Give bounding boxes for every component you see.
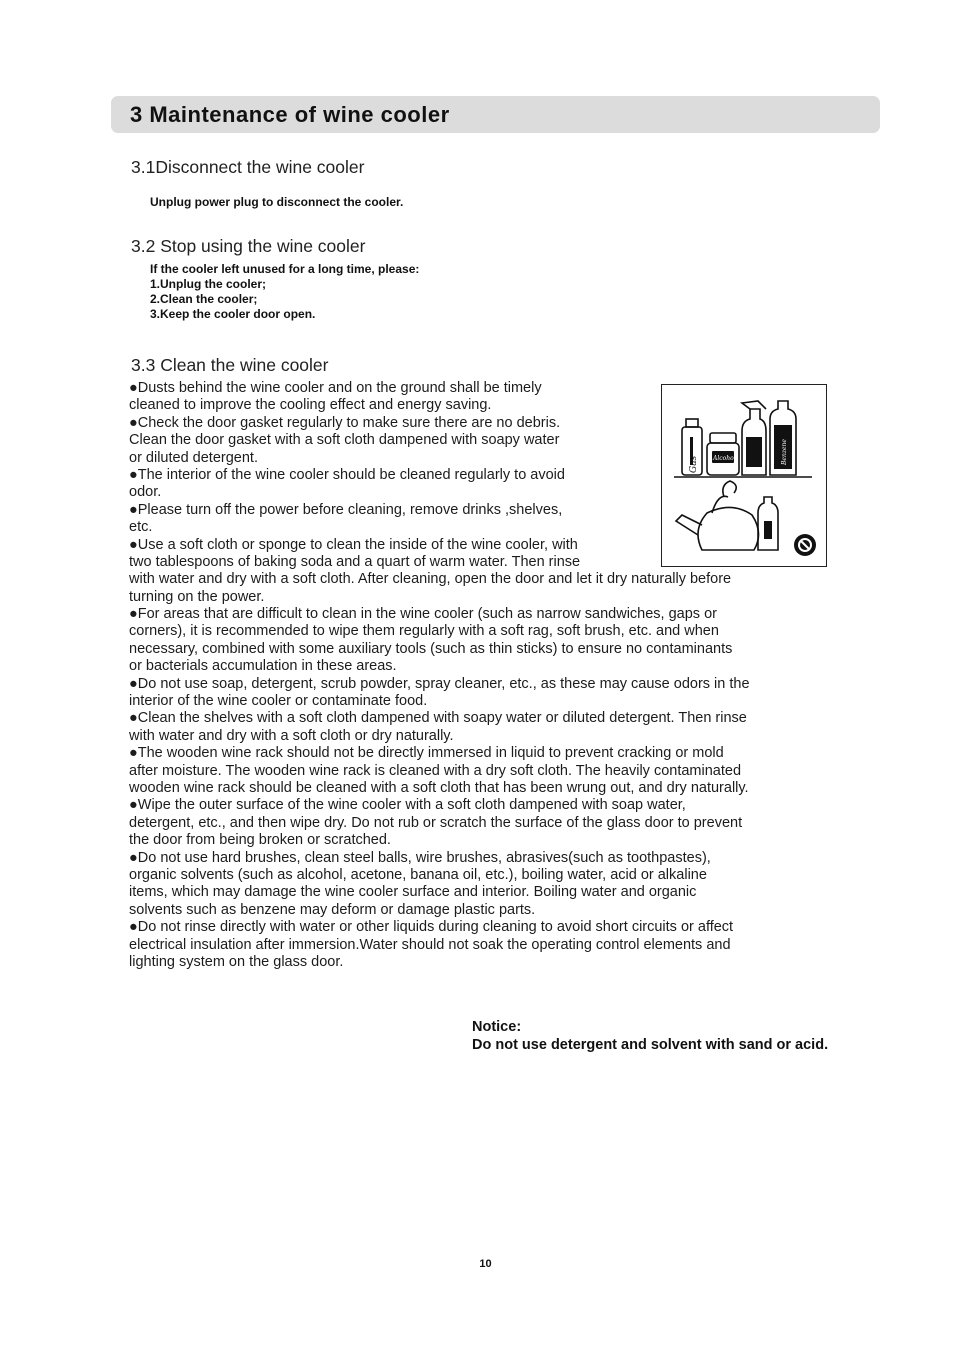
text-line: with water and dry with a soft cloth. After cleaning, open the door and let it dry naturally before [129, 571, 732, 588]
text-line: detergent, etc., and then wipe dry. Do not rub or scratch the surface of the glass door to prevent [129, 814, 743, 831]
text-line: after moisture. The wooden wine rack is cleaned with a dry soft cloth. The heavily contaminated [129, 762, 742, 779]
notice-box [472, 1018, 828, 1054]
stop-using-intro: If the cooler left unused for a long time, please: [150, 262, 420, 276]
section-header-band [111, 96, 880, 133]
stop-using-step-2: 2.Clean the cooler; [150, 292, 258, 306]
stop-using-step-1: 1.Unplug the cooler; [150, 277, 267, 291]
text-line: turning on the power. [129, 588, 265, 605]
section-heading-disconnect: 3.1Disconnect the wine cooler [131, 157, 365, 177]
section-heading-stop-using: 3.2 Stop using the wine cooler [131, 236, 366, 256]
text-line: etc. [129, 519, 153, 536]
alcohol-label: Alcohol [713, 455, 736, 462]
text-line: ●Check the door gasket regularly to make sure there are no debris. [129, 414, 561, 431]
notice-text: Do not use detergent and solvent with sand or acid. [472, 1037, 829, 1053]
text-line: ●Do not use soap, detergent, scrub powder, spray cleaner, etc., as these may cause odors in the [129, 675, 750, 692]
text-line: ●For areas that are difficult to clean in the wine cooler (such as narrow sandwiches, gaps or [129, 606, 717, 623]
cleaning-products-drawing [662, 385, 826, 566]
text-line: cleaned to improve the cooling effect and energy saving. [129, 397, 492, 414]
text-line: two tablespoons of baking soda and a quart of warm water. Then rinse [129, 553, 581, 570]
text-line: ●The wooden wine rack should not be directly immersed in liquid to prevent cracking or mold [129, 745, 724, 762]
text-line: corners), it is recommended to wipe them regularly with a soft rag, soft brush, etc. and when [129, 623, 719, 640]
text-line: Clean the door gasket with a soft cloth dampened with soapy water [129, 432, 560, 449]
text-line: ●Dusts behind the wine cooler and on the ground shall be timely [129, 380, 542, 396]
notice-label: Notice: [472, 1019, 522, 1035]
text-line: solvents such as benzene may deform or damage plastic parts. [129, 901, 536, 918]
text-line: organic solvents (such as alcohol, acetone, banana oil, etc.), boiling water, acid or alkaline [129, 866, 707, 883]
text-line: items, which may damage the wine cooler surface and interior. Boiling water and organic [129, 884, 697, 901]
stop-using-step-3: 3.Keep the cooler door open. [150, 307, 316, 321]
page-title: 3 Maintenance of wine cooler [130, 102, 450, 127]
text-line: odor. [129, 484, 162, 501]
text-line: interior of the wine cooler or contaminate food. [129, 693, 428, 710]
text-line: or bacterials accumulation in these areas. [129, 658, 397, 675]
text-line: ●Clean the shelves with a soft cloth dampened with soapy water or diluted detergent. Then rinse [129, 710, 747, 727]
text-line: or diluted detergent. [129, 449, 258, 466]
disconnect-instruction: Unplug power plug to disconnect the cooler. [150, 195, 404, 209]
gas-label: Gas [689, 455, 699, 473]
text-line: electrical insulation after immersion.Water should not soak the operating control elements and [129, 936, 731, 953]
text-line: ●Do not rinse directly with water or other liquids during cleaning to avoid short circuits or affect [129, 919, 734, 936]
text-line: lighting system on the glass door. [129, 953, 344, 970]
text-line: ●Please turn off the power before cleaning, remove drinks ,shelves, [129, 501, 563, 518]
text-line: the door from being broken or scratched. [129, 832, 391, 849]
text-line: with water and dry with a soft cloth or dry naturally. [129, 727, 454, 744]
cleaning-instructions [129, 380, 750, 971]
benzene-label: Benzene [781, 439, 788, 465]
text-line: ●Wipe the outer surface of the wine cooler with a soft cloth dampened with soap water, [129, 797, 686, 814]
no-solvents-illustration [661, 384, 827, 567]
section-heading-clean: 3.3 Clean the wine cooler [131, 355, 329, 375]
text-line: ●Use a soft cloth or sponge to clean the inside of the wine cooler, with [129, 536, 578, 553]
text-line: ●Do not use hard brushes, clean steel balls, wire brushes, abrasives(such as toothpastes), [129, 849, 711, 866]
text-line: wooden wine rack should be cleaned with a soft cloth that has been wrung out, and dry naturally. [129, 779, 749, 796]
page-number: 10 [479, 1258, 492, 1270]
text-line: necessary, combined with some auxiliary tools (such as thin sticks) to ensure no contaminants [129, 640, 733, 657]
text-line: ●The interior of the wine cooler should be cleaned regularly to avoid [129, 466, 565, 483]
